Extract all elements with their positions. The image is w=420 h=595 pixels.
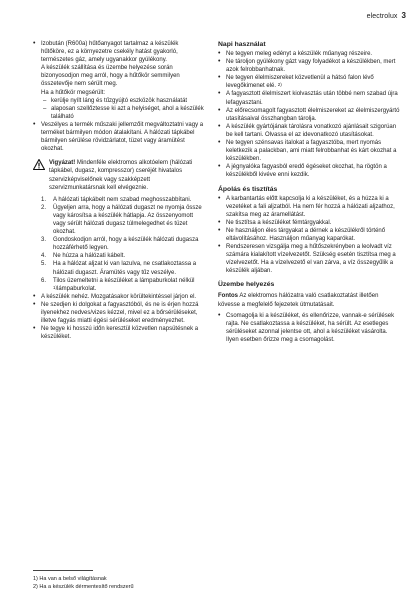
list-item: 4. Ne húzza a hálózati kábelt. [41,253,126,260]
list-item: – kerülje nyílt láng és tűzgyújtó eszközök használatát [43,97,205,105]
list-item [33,40,205,121]
footnote-marker: 2) [277,82,282,88]
important-label: Fontos [218,293,238,300]
section-title-apolas: Ápolás és tisztítás [218,185,278,193]
uzembe-bullet-list [218,312,401,344]
list-item: • Ne szedjen ki dolgokat a fagyasztóból, és ne is érjen hozzá ilyenekhez nedves/vizes kézzel, mivel ez a bőrsérüléseket, illetve fagyás miatti égési sérüléseket eredményezhet. [33,301,205,325]
list-item: • Ne tároljon gyúlékony gázt vagy folyadékot a készülékben, mert azok felrobbanhatnak. [218,58,401,74]
warning-body: Mindenféle elektromos alkotóelem (hálózati tápkábel, dugasz, kompresszor) cseréjét hivatalos szervizképviselőnek vagy szakképzett szervizmunkatársnak kell elvégeznie. [49,160,193,191]
step-text: A hálózati tápkábelt nem szabad meghosszabbítani. [53,196,192,203]
step-text: Tilos üzemeltetni a készüléket a lámpaburkolat nélkül [53,277,195,284]
footnote: 2) Ha a készülék dérmentesítő rendszerű [33,584,134,590]
footnote: 1) Ha van a belső világításnak [33,576,107,582]
section-title-napi: Napi használat [218,41,266,48]
warning-triangle-icon [33,159,45,170]
list-item: • A készülék gyártójának tárolásra vonatkozó ajánlásait szigorúan be kell tartani. Olvassa el az idevonatkozó utasításokat. [218,123,401,139]
bullet-text: Ne tegyen élelmiszereket közvetlenül a hátsó falon lévő levegőkimenet elé. [226,75,374,90]
left-column [33,40,205,341]
intro-bullet-list [33,40,205,153]
warning-text [49,159,205,191]
list-item: • A készülék nehéz. Mozgatásakor körültekintéssel járjon el. [33,293,205,301]
list-item: 6. Tilos üzemeltetni a készüléket a lámpaburkolat nélkül $^{1)}$lámpaburkolat. [41,277,195,292]
list-item: • Rendszeresen vizsgálja meg a hűtőszekrényben a leolvadt víz számára kialakított vízelvezetőt. Szükség esetén tisztítsa meg a vízelvezetőt. Ha a vízelvezető el van zárva, a víz összegyűlik a készülék aljában. [218,243,401,275]
bullet-subtext: A készülék szállítása és üzembe helyezése során bizonyosodjon meg arról, hogy a hűtőkör semmilyen összetevője nem sérült meg. [41,65,180,88]
step-text: lámpaburkolat. [57,285,97,292]
list-item: 3. Gondoskodjon arról, hogy a készülék hálózati dugasza hozzáférhető legyen. [41,237,199,252]
step-text: Ügyeljen arra, hogy a hálózati dugaszt ne nyomja össze vagy károsítsa a készülék hátlapja. Az összenyomott vagy sérült hálózati dugasz túlmelegedhet és tüzet okozhat. [53,204,202,236]
right-column [218,40,401,344]
bullet-subtext: Ha a hűtőkör megsérült: [41,89,106,96]
footnote-marker: 1) [53,284,58,290]
list-item: • Ne tegyen szénsavas italokat a fagyasztóba, mert nyomás keletkezik a palackban, ami miatt felrobbanhat és kárt okozhat a készülékben. [218,139,401,163]
list-item: – alaposan szellőztesse ki azt a helyiséget, ahol a készülék található [43,105,205,121]
numbered-list [41,196,205,293]
list-item: • A karbantartás előtt kapcsolja ki a készüléket, és a húzza ki a vezetéket a fali aljzatból. Ha nem fér hozzá a hálózati aljzathoz, szakítsa meg az áramellátást. [218,195,401,219]
list-item: • Veszélyes a termék műszaki jellemzőit megváltoztatni vagy a terméket bármilyen módon átalakítani. A hálózati tápkábel bármilyen sérülése rövidzárlatot, tüzet vagy áramütést okozhat. [33,121,205,153]
uzembe-paragraph [218,292,401,308]
page-number: 3 [401,11,406,20]
footnotes [33,575,134,591]
list-item: • Ne tegyen meleg edényt a készülék műanyag részeire. [218,50,401,58]
bullet-text: Izobután (R600a) hűtőanyagot tartalmaz a készülék hűtőköre, ez a környezetre csekély hatást gyakorló, természetes gáz, amely ugyanakkor gyúlékony. [41,41,179,64]
list-item: • A fagyasztott élelmiszert kiolvasztás után többé nem szabad újra lefagyasztani. [218,90,401,106]
warning-title: Vigyázat! [49,160,76,167]
list-item: • Ne használjon éles tárgyakat a dérnek a készülékről történő eltávolításához. Használjon műanyag kaparókat. [218,227,401,243]
dash-list [43,97,205,121]
warning-block [33,159,205,191]
list-item: • Csomagolja ki a készüléket, és ellenőrizze, vannak-e sérülések rajta. Ne csatlakoztassa a készüléket, ha sérült. Az esetleges sérüléseket azonnal jelentse ott, ahol a készüléket vásárolta. Ilyen esetben őrizze meg a csomagolást. [218,312,401,344]
list-item: • Ne tisztítsa a készüléket fémtárgyakkal. [218,219,401,227]
list-item [218,74,401,90]
page-header [367,11,406,20]
section-title-uzembe: Üzembe helyezés [218,281,275,289]
list-item: • Az előrecsomagolt fagyasztott élelmiszereket az élelmiszergyártó utasításaival összhangban tárolja. [218,107,401,123]
step-text: Ha a hálózat aljzat ki van lazulva, ne csatlakoztassa a hálózati dugaszt. Áramütés vagy tűz veszélye. [53,261,197,276]
list-item: • Ne tegye ki hosszú időn keresztül közvetlen napsütésnek a készüléket. [33,325,205,341]
step-text: Gondoskodjon arról, hogy a készülék hálózati dugasza hozzáférhető legyen. [53,237,199,252]
list-item: 1. A hálózati tápkábelt nem szabad meghosszabbítani. [41,196,192,203]
uzembe-text: Az elektromos hálózatra való csatlakoztatást illetően kövesse a megfelelő fejezetek útmutatásait. [218,293,379,308]
napi-bullet-list [218,50,401,180]
brand-name: electrolux [366,13,398,20]
apolas-bullet-list [218,195,401,276]
list-item: • A jégnyalóka fagyasból eredő égéseket okozhat, ha rögtön a készülékből kivéve enni kezdik. [218,163,401,179]
step-text: Ne húzza a hálózati kábelt. [53,253,126,260]
footnote-divider [33,570,93,571]
bullet-list [33,293,205,342]
list-item: 5. Ha a hálózat aljzat ki van lazulva, ne csatlakoztassa a hálózati dugaszt. Áramütés vagy tűz veszélye. [41,261,197,276]
list-item: 2. Ügyeljen arra, hogy a hálózati dugaszt ne nyomja össze vagy károsítsa a készülék hátlapja. Az összenyomott vagy sérült hálózati dugasz túlmelegedhet és tüzet okozhat. [41,204,202,236]
